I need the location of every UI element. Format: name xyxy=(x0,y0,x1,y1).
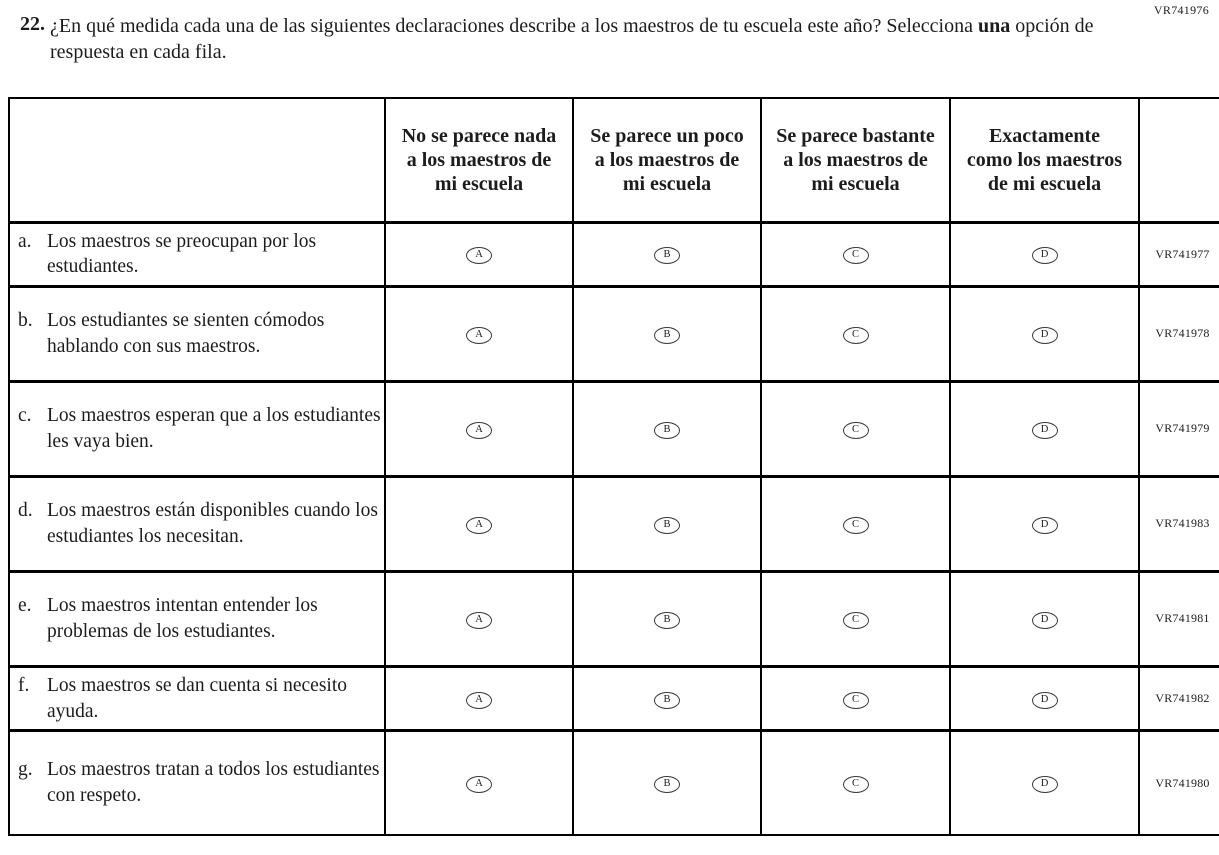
option-c-bubble[interactable] xyxy=(843,517,869,534)
option-a-bubble[interactable] xyxy=(466,517,492,534)
option-d-label: D xyxy=(1040,693,1049,705)
row-letter: f. xyxy=(18,674,30,696)
option-c-label: C xyxy=(851,249,859,261)
question-bold-word: una xyxy=(977,15,1011,37)
option-cell-d xyxy=(950,381,1139,476)
statement-cell xyxy=(9,222,385,286)
table-row xyxy=(9,476,1219,571)
table-row xyxy=(9,381,1219,476)
option-cell-b xyxy=(573,222,761,286)
option-cell-d xyxy=(950,476,1139,571)
column-header-4: Exactamente como los maestros de mi escuela xyxy=(950,98,1139,222)
statement-cell xyxy=(9,476,385,571)
question-text xyxy=(50,13,1145,65)
row-code: VR741977 xyxy=(1139,222,1219,286)
statement-cell xyxy=(9,666,385,730)
option-cell-d xyxy=(950,222,1139,286)
statement-cell xyxy=(9,286,385,381)
option-a-bubble[interactable] xyxy=(466,692,492,709)
option-d-bubble[interactable] xyxy=(1032,247,1058,264)
option-cell-b xyxy=(573,731,761,835)
row-letter: b. xyxy=(18,310,33,332)
option-cell-c xyxy=(761,666,950,730)
option-cell-b xyxy=(573,286,761,381)
question-text-end: opción de respuesta en cada fila. xyxy=(50,15,1094,63)
statement-cell xyxy=(9,571,385,666)
row-statement: Los maestros se preocupan por los estudiantes. xyxy=(47,230,317,278)
question-block xyxy=(0,0,1219,65)
table-row xyxy=(9,222,1219,286)
row-letter: c. xyxy=(18,405,32,427)
option-b-label: B xyxy=(663,249,671,261)
option-b-bubble[interactable] xyxy=(654,517,680,534)
row-code: VR741982 xyxy=(1139,666,1219,730)
option-d-label: D xyxy=(1040,424,1049,436)
table-row xyxy=(9,286,1219,381)
option-b-bubble[interactable] xyxy=(654,422,680,439)
option-a-bubble[interactable] xyxy=(466,422,492,439)
row-statement: Los maestros esperan que a los estudiantes les vaya bien. xyxy=(47,405,381,452)
option-cell-a xyxy=(385,731,573,835)
option-d-bubble[interactable] xyxy=(1032,327,1058,344)
option-cell-d xyxy=(950,666,1139,730)
option-a-label: A xyxy=(475,519,483,531)
header-row xyxy=(9,98,1219,222)
option-d-bubble[interactable] xyxy=(1032,776,1058,793)
option-b-label: B xyxy=(663,693,671,705)
row-code: VR741978 xyxy=(1139,286,1219,381)
option-d-bubble[interactable] xyxy=(1032,692,1058,709)
option-c-label: C xyxy=(851,614,859,626)
option-c-label: C xyxy=(851,693,859,705)
option-cell-a xyxy=(385,381,573,476)
row-code: VR741981 xyxy=(1139,571,1219,666)
row-code: VR741979 xyxy=(1139,381,1219,476)
question-number: 22. xyxy=(20,13,45,35)
option-d-label: D xyxy=(1040,778,1049,790)
header-code-cell xyxy=(1139,98,1219,222)
option-c-bubble[interactable] xyxy=(843,776,869,793)
option-d-bubble[interactable] xyxy=(1032,422,1058,439)
table-row xyxy=(9,731,1219,835)
option-cell-c xyxy=(761,476,950,571)
table-row xyxy=(9,666,1219,730)
question-text-start: ¿En qué medida cada una de las siguientes declaraciones describe a los maestros de tu escuela este año? Selecciona xyxy=(50,15,978,37)
option-cell-a xyxy=(385,666,573,730)
option-c-label: C xyxy=(851,778,859,790)
option-cell-c xyxy=(761,222,950,286)
option-a-bubble[interactable] xyxy=(466,776,492,793)
column-header-1: No se parece nada a los maestros de mi escuela xyxy=(385,98,573,222)
table-row xyxy=(9,571,1219,666)
header-stub-cell xyxy=(9,98,385,222)
column-header-2: Se parece un poco a los maestros de mi escuela xyxy=(573,98,761,222)
option-b-bubble[interactable] xyxy=(654,247,680,264)
option-d-label: D xyxy=(1040,614,1049,626)
page-corner-code: VR741976 xyxy=(1153,3,1209,17)
option-c-bubble[interactable] xyxy=(843,612,869,629)
option-c-bubble[interactable] xyxy=(843,692,869,709)
option-cell-a xyxy=(385,571,573,666)
column-header-3: Se parece bastante a los maestros de mi escuela xyxy=(761,98,950,222)
row-statement: Los maestros se dan cuenta si necesito ayuda. xyxy=(47,674,347,722)
row-statement: Los estudiantes se sienten cómodos hablando con sus maestros. xyxy=(47,310,325,357)
option-d-bubble[interactable] xyxy=(1032,612,1058,629)
option-cell-d xyxy=(950,731,1139,835)
row-letter: g. xyxy=(18,759,33,781)
row-statement: Los maestros intentan entender los problemas de los estudiantes. xyxy=(47,595,318,642)
option-cell-c xyxy=(761,571,950,666)
option-b-bubble[interactable] xyxy=(654,327,680,344)
option-b-label: B xyxy=(663,778,671,790)
option-cell-d xyxy=(950,286,1139,381)
option-b-label: B xyxy=(663,519,671,531)
option-cell-a xyxy=(385,222,573,286)
row-letter: a. xyxy=(18,230,32,252)
option-cell-b xyxy=(573,571,761,666)
option-cell-d xyxy=(950,571,1139,666)
option-d-label: D xyxy=(1040,249,1049,261)
option-d-bubble[interactable] xyxy=(1032,517,1058,534)
option-cell-c xyxy=(761,731,950,835)
option-c-label: C xyxy=(851,329,859,341)
option-b-bubble[interactable] xyxy=(654,612,680,629)
option-c-label: C xyxy=(851,424,859,436)
option-b-label: B xyxy=(663,329,671,341)
option-b-label: B xyxy=(663,614,671,626)
option-a-bubble[interactable] xyxy=(466,327,492,344)
option-c-bubble[interactable] xyxy=(843,422,869,439)
option-cell-c xyxy=(761,286,950,381)
option-b-label: B xyxy=(663,424,671,436)
option-cell-a xyxy=(385,476,573,571)
response-table xyxy=(8,97,1219,836)
row-letter: e. xyxy=(18,595,32,617)
option-a-label: A xyxy=(475,614,483,626)
option-cell-b xyxy=(573,476,761,571)
row-code: VR741980 xyxy=(1139,731,1219,835)
row-statement: Los maestros están disponibles cuando los estudiantes los necesitan. xyxy=(47,500,378,547)
option-a-bubble[interactable] xyxy=(466,612,492,629)
option-c-bubble[interactable] xyxy=(843,327,869,344)
option-cell-c xyxy=(761,381,950,476)
row-letter: d. xyxy=(18,500,33,522)
statement-cell xyxy=(9,731,385,835)
option-b-bubble[interactable] xyxy=(654,776,680,793)
option-a-label: A xyxy=(475,693,483,705)
statement-cell xyxy=(9,381,385,476)
option-a-label: A xyxy=(475,778,483,790)
option-c-label: C xyxy=(851,519,859,531)
option-d-label: D xyxy=(1040,329,1049,341)
option-a-bubble[interactable] xyxy=(466,247,492,264)
option-cell-b xyxy=(573,666,761,730)
option-c-bubble[interactable] xyxy=(843,247,869,264)
option-a-label: A xyxy=(475,424,483,436)
option-a-label: A xyxy=(475,329,483,341)
option-a-label: A xyxy=(475,249,483,261)
option-cell-a xyxy=(385,286,573,381)
option-b-bubble[interactable] xyxy=(654,692,680,709)
row-statement: Los maestros tratan a todos los estudiantes con respeto. xyxy=(47,759,380,807)
option-d-label: D xyxy=(1040,519,1049,531)
option-cell-b xyxy=(573,381,761,476)
row-code: VR741983 xyxy=(1139,476,1219,571)
